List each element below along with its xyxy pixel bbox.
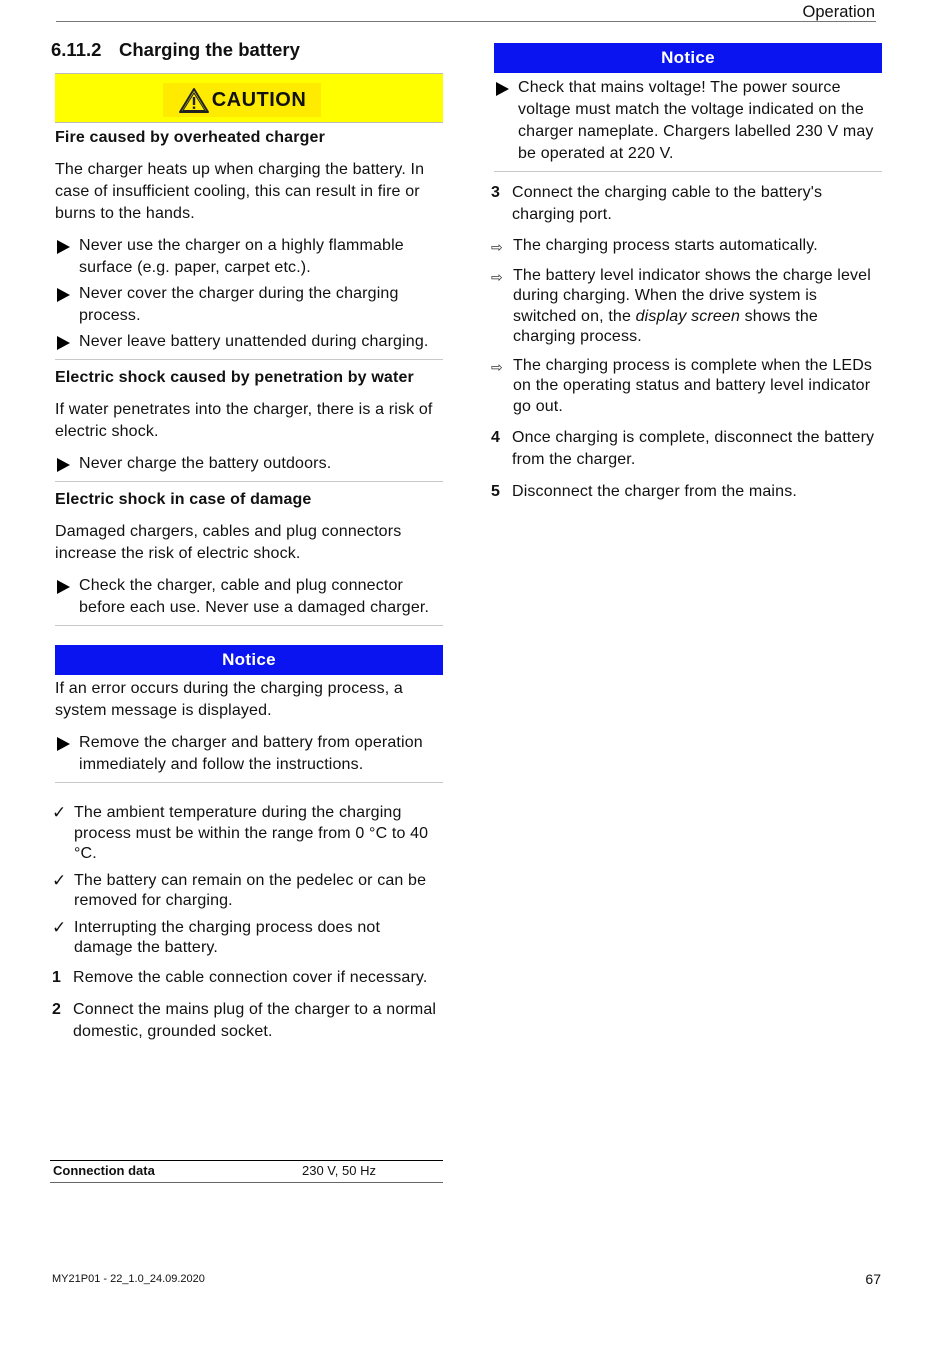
result-text-part: The battery level indicator shows the charge level during charging. When the drive system is switched on, the [513,266,871,325]
result-arrow-icon: ⇨ [491,268,503,285]
display-screen-term: display screen [635,307,740,325]
result-item [491,236,882,258]
prerequisite-item [52,918,443,959]
action-text: Never charge the battery outdoors. [79,455,332,472]
warning-triangle-icon [178,87,210,114]
notice-text: If an error occurs during the charging process, a system message is displayed. [55,680,403,719]
action-item [55,575,443,619]
caution-label-box [163,83,321,117]
result-text-part: shows the charging process. [513,307,818,345]
checkmark-icon: ✓ [52,870,67,890]
notice-end-rule [494,171,882,172]
section-header: Operation [802,3,875,21]
step-text: Remove the cable connection cover if necessary. [73,968,428,986]
step-text: Once charging is complete, disconnect the battery from the charger. [512,429,875,468]
step-item [52,967,443,989]
step-number: 4 [491,429,501,446]
bullet-triangle-icon [55,331,79,353]
action-item [55,453,443,475]
result-text [513,266,882,348]
prerequisite-text: The battery can remain on the pedelec or can be removed for charging. [74,871,427,909]
step-item [491,481,882,503]
action-text: Never use the charger on a highly flammable surface (e.g. paper, carpet etc.). [79,237,404,276]
table-label: Connection data [53,1163,155,1178]
result-item [491,356,882,418]
result-item [491,266,882,348]
hazard-separator [55,481,443,511]
checkmark-icon: ✓ [52,917,67,937]
action-text: Never leave battery unattended during charging. [79,333,429,350]
hazard-separator [55,359,443,389]
left-column [52,73,443,1043]
hazard-title: Fire caused by overheated charger [55,129,325,146]
bullet-triangle-icon [494,77,518,165]
result-arrow-icon: ⇨ [491,358,503,375]
bullet-triangle-icon [55,283,79,327]
header-rule [56,21,876,22]
bullet-triangle-icon [55,732,79,776]
document-id: MY21P01 - 22_1.0_24.09.2020 [52,1273,205,1285]
step-number: 3 [491,184,501,201]
hazard-title: Electric shock in case of damage [55,491,312,508]
result-text: The charging process starts automatically. [513,237,818,254]
step-text: Connect the charging cable to the battery's charging port. [512,184,823,223]
prerequisite-item [52,871,443,912]
step-text: Connect the mains plug of the charger to a normal domestic, grounded socket. [73,1000,437,1040]
action-text: Remove the charger and battery from operation immediately and follow the instructions. [79,734,423,773]
prerequisite-text: The ambient temperature during the charging process must be within the range from 0 °C to 40 °C. [74,804,429,862]
action-item [55,235,443,279]
hazard-text: Damaged chargers, cables and plug connectors increase the risk of electric shock. [55,523,402,562]
checkmark-icon: ✓ [52,803,67,822]
result-text: The charging process is complete when the LEDs on the operating status and battery level indicator go out. [513,356,873,415]
right-column [491,43,882,503]
hazard-text: The charger heats up when charging the battery. In case of insufficient cooling, this can result in fire or burns to the hands. [55,161,425,222]
page-number: 67 [865,1271,881,1287]
caution-banner [55,73,443,123]
action-item [494,77,882,165]
bullet-triangle-icon [55,235,79,279]
section-number: 6.11.2 [51,39,102,60]
action-text: Check that mains voltage! The power source voltage must match the voltage indicated on the charger nameplate. Chargers labelled 230 V may be operated at 220 V. [518,79,874,162]
section-title: Charging the battery [119,39,300,60]
page-title [51,39,300,61]
action-item [55,732,443,776]
notice-banner: Notice [494,43,882,73]
connection-data-table [50,1160,443,1183]
step-number: 2 [52,1000,62,1018]
prerequisite-item [52,803,443,865]
action-item [55,331,443,353]
notice-banner: Notice [55,645,443,675]
hazard-text: If water penetrates into the charger, there is a risk of electric shock. [55,401,433,440]
step-number: 1 [52,968,62,986]
step-item [491,182,882,226]
step-number: 5 [491,483,501,500]
result-arrow-icon: ⇨ [491,239,503,255]
step-item [52,999,443,1043]
bullet-triangle-icon [55,575,79,619]
action-text: Never cover the charger during the charging process. [79,285,399,324]
table-value: 230 V, 50 Hz [302,1163,376,1178]
prerequisite-text: Interrupting the charging process does not damage the battery. [74,918,381,956]
action-item [55,283,443,327]
caution-label: CAUTION [211,89,307,111]
hazard-title: Electric shock caused by penetration by water [55,369,414,386]
bullet-triangle-icon [55,453,79,475]
step-text: Disconnect the charger from the mains. [512,483,797,500]
step-item [491,427,882,471]
action-text: Check the charger, cable and plug connector before each use. Never use a damaged charger. [79,577,430,616]
